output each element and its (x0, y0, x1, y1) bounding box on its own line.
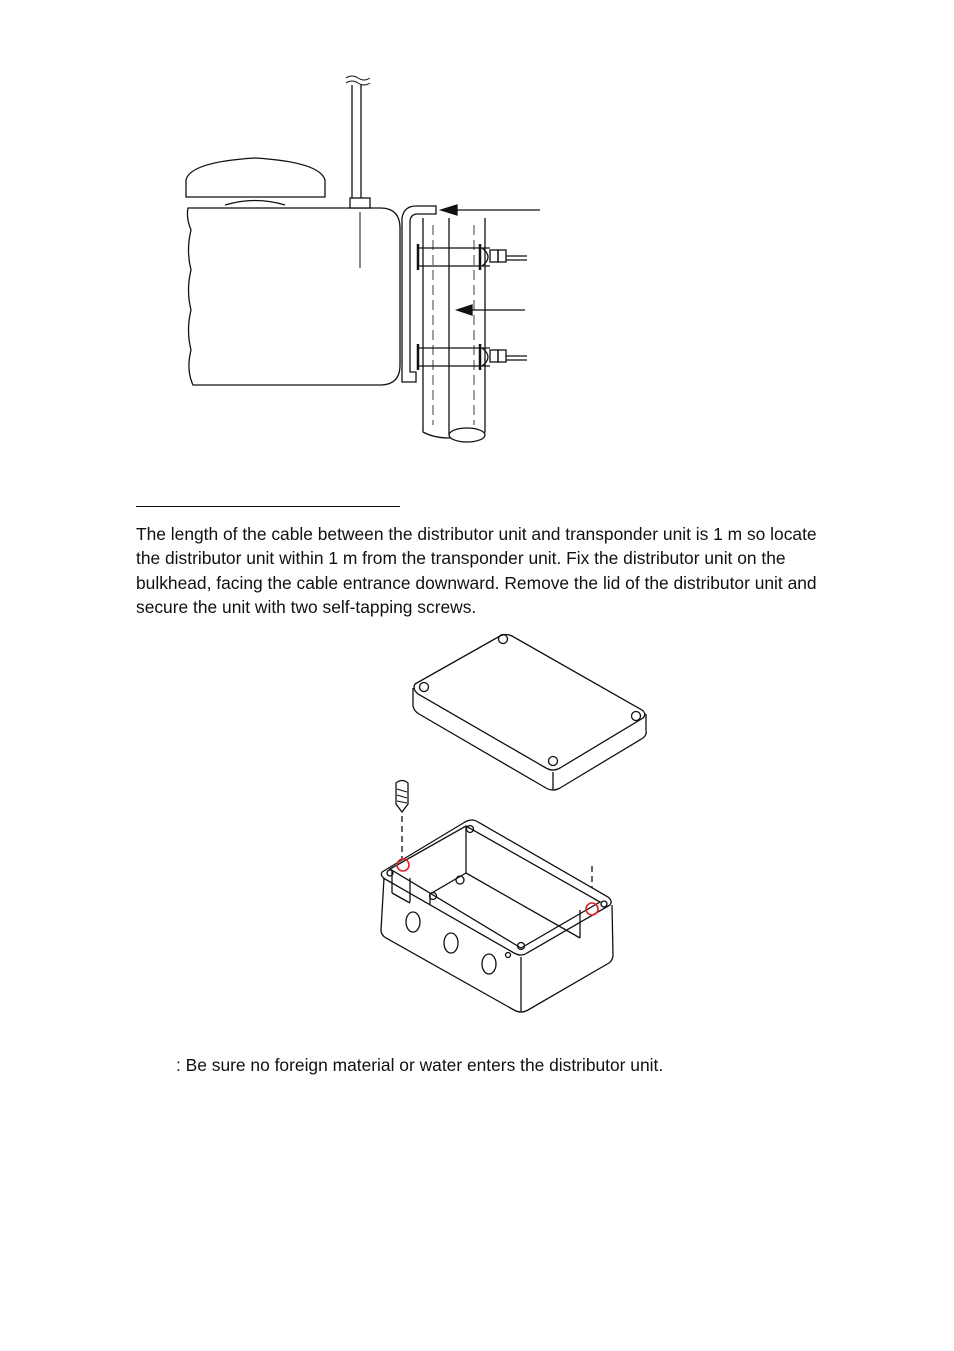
pole (423, 218, 485, 438)
transponder-body (187, 208, 400, 385)
distributor-unit-figure (370, 630, 630, 1020)
distributor-box (381, 820, 613, 1012)
installation-paragraph: The length of the cable between the distributor unit and transponder unit is 1 m so locate the distributor unit within 1 m from the transponder unit. Fix the distributor unit on the bulkhead, facing the cable entrance downward. Remove the lid of the distributor unit and secure the unit with two self-tapping screws. (136, 524, 817, 617)
antenna-dome (186, 158, 325, 197)
pole-mount-figure (170, 70, 550, 450)
caution-note: : Be sure no foreign material or water enters the distributor unit. (176, 1055, 664, 1075)
section-heading-underline (136, 506, 400, 507)
distributor-lid (413, 635, 646, 791)
